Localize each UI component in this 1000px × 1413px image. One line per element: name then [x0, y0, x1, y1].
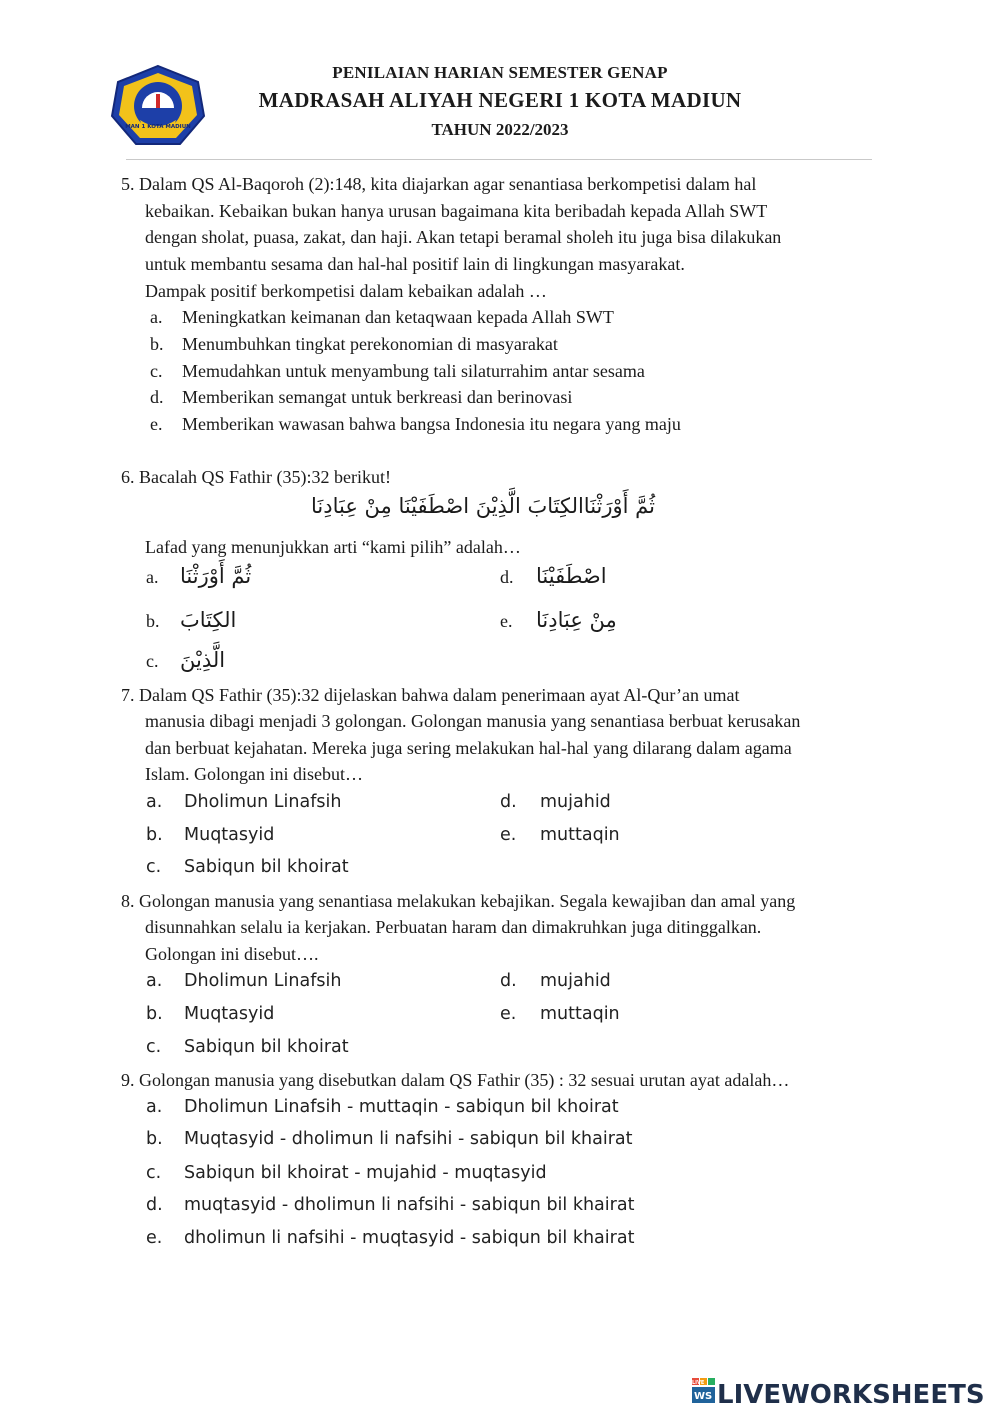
- option-label[interactable]: a.: [146, 567, 159, 587]
- option-text[interactable]: Sabiqun bil khoirat: [184, 1037, 349, 1057]
- question-text-line: Golongan manusia yang senantiasa melakukan kebajikan. Segala kewajiban dan amal yang: [139, 891, 796, 911]
- school-year: TAHUN 2022/2023: [431, 120, 569, 139]
- question-prompt: Golongan ini disebut….: [145, 944, 319, 964]
- question-7: [121, 682, 739, 709]
- option-label[interactable]: e.: [150, 414, 163, 434]
- option-label[interactable]: b.: [150, 334, 164, 354]
- question-number: 6.: [121, 467, 135, 487]
- option-text[interactable]: Memudahkan untuk menyambung tali silaturrahim antar sesama: [182, 361, 645, 381]
- question-6: [121, 464, 391, 491]
- question-prompt: Lafad yang menunjukkan arti “kami pilih” adalah…: [145, 537, 521, 557]
- header-divider: [126, 159, 872, 160]
- question-text-line: untuk membantu sesama dan hal-hal positif lain di lingkungan masyarakat.: [145, 254, 685, 274]
- option-text[interactable]: Menumbuhkan tingkat perekonomian di masyarakat: [182, 334, 558, 354]
- question-8: [121, 888, 795, 915]
- question-prompt: Dampak positif berkompetisi dalam kebaikan adalah …: [145, 281, 547, 301]
- question-text-line: Bacalah QS Fathir (35):32 berikut!: [139, 467, 391, 487]
- option-text[interactable]: اصْطَفَيْنَا: [536, 564, 607, 588]
- option-label[interactable]: c.: [150, 361, 163, 381]
- option-label[interactable]: c.: [146, 1163, 162, 1183]
- option-text[interactable]: Memberikan wawasan bahwa bangsa Indonesia itu negara yang maju: [182, 414, 681, 434]
- option-label[interactable]: d.: [500, 567, 514, 587]
- option-text[interactable]: Sabiqun bil khoirat: [184, 857, 349, 877]
- option-label[interactable]: c.: [146, 1037, 162, 1057]
- option-text[interactable]: مِنْ عِبَادِنَا: [536, 608, 617, 632]
- option-text[interactable]: Dholimun Linafsih: [184, 792, 342, 812]
- option-text[interactable]: mujahid: [540, 971, 611, 991]
- question-text-line: Dalam QS Fathir (35):32 dijelaskan bahwa dalam penerimaan ayat Al-Qur’an umat: [139, 685, 740, 705]
- option-label[interactable]: b.: [146, 825, 163, 845]
- question-text-line: Dalam QS Al-Baqoroh (2):148, kita diajarkan agar senantiasa berkompetisi dalam hal: [139, 174, 757, 194]
- option-text[interactable]: Muqtasyid - dholimun li nafsihi - sabiqun bil khairat: [184, 1129, 633, 1149]
- question-number: 9.: [121, 1070, 135, 1090]
- badge-bottom-text: WS: [694, 1391, 713, 1402]
- option-label[interactable]: a.: [146, 971, 163, 991]
- option-label[interactable]: d.: [500, 971, 517, 991]
- option-label[interactable]: d.: [146, 1195, 163, 1215]
- option-label[interactable]: a.: [150, 307, 163, 327]
- question-number: 7.: [121, 685, 135, 705]
- badge-top-text: LIVE: [692, 1380, 705, 1386]
- question-text-line: dan berbuat kejahatan. Mereka juga sering melakukan hal-hal yang dilarang dalam agama: [145, 738, 792, 758]
- option-label[interactable]: c.: [146, 651, 159, 671]
- option-label[interactable]: a.: [146, 1097, 163, 1117]
- option-text[interactable]: muttaqin: [540, 1004, 620, 1024]
- question-5: [121, 171, 756, 198]
- liveworksheets-logo: [692, 1375, 992, 1409]
- option-label[interactable]: e.: [500, 825, 517, 845]
- option-label[interactable]: d.: [500, 792, 517, 812]
- school-name: MADRASAH ALIYAH NEGERI 1 KOTA MADIUN: [258, 88, 742, 112]
- option-text[interactable]: Dholimun Linafsih - muttaqin - sabiqun bil khoirat: [184, 1097, 619, 1117]
- option-label[interactable]: a.: [146, 792, 163, 812]
- exam-title: PENILAIAN HARIAN SEMESTER GENAP: [332, 63, 668, 82]
- option-label[interactable]: b.: [146, 1129, 163, 1149]
- option-label[interactable]: d.: [150, 387, 164, 407]
- logo-ring-text: MAN 1 KOTA MADIUN: [125, 124, 191, 130]
- quran-verse: ثُمَّ أَوْرَثْنَاالكِتَابَ الَّذِيْنَ اصْطَفَيْنَا مِنْ عِبَادِنَا: [311, 494, 655, 518]
- logo-square: [708, 1378, 715, 1385]
- question-number: 8.: [121, 891, 135, 911]
- question-text-line: manusia dibagi menjadi 3 golongan. Golongan manusia yang senantiasa berbuat kerusakan: [145, 711, 801, 731]
- option-text[interactable]: Sabiqun bil khoirat - mujahid - muqtasyid: [184, 1163, 547, 1183]
- option-label[interactable]: e.: [500, 611, 513, 631]
- question-text-line: dengan sholat, puasa, zakat, dan haji. Akan tetapi beramal sholeh itu juga bisa dilakukan: [145, 227, 782, 247]
- question-prompt: Islam. Golongan ini disebut…: [145, 764, 363, 784]
- option-text[interactable]: Muqtasyid: [184, 1004, 275, 1024]
- option-text[interactable]: Meningkatkan keimanan dan ketaqwaan kepada Allah SWT: [182, 307, 614, 327]
- option-text[interactable]: ثُمَّ أَوْرَثْنَا: [180, 564, 252, 588]
- option-text[interactable]: الَّذِيْنَ: [180, 648, 226, 672]
- school-logo: [110, 64, 206, 148]
- option-label[interactable]: e.: [146, 1228, 163, 1248]
- option-text[interactable]: الكِتَابَ: [180, 608, 237, 632]
- option-text[interactable]: Muqtasyid: [184, 825, 275, 845]
- option-label[interactable]: c.: [146, 857, 162, 877]
- question-text-line: Golongan manusia yang disebutkan dalam QS Fathir (35) : 32 sesuai urutan ayat adalah…: [139, 1070, 790, 1090]
- question-9: [121, 1067, 789, 1094]
- option-label[interactable]: b.: [146, 1004, 163, 1024]
- option-text[interactable]: Dholimun Linafsih: [184, 971, 342, 991]
- question-number: 5.: [121, 174, 135, 194]
- option-text[interactable]: muttaqin: [540, 825, 620, 845]
- option-text[interactable]: Memberikan semangat untuk berkreasi dan berinovasi: [182, 387, 573, 407]
- option-text[interactable]: mujahid: [540, 792, 611, 812]
- question-text-line: kebaikan. Kebaikan bukan hanya urusan bagaimana kita beribadah kepada Allah SWT: [145, 201, 768, 221]
- brand-text: LIVEWORKSHEETS: [717, 1380, 985, 1409]
- option-label[interactable]: b.: [146, 611, 160, 631]
- option-label[interactable]: e.: [500, 1004, 517, 1024]
- question-text-line: disunnahkan selalu ia kerjakan. Perbuatan haram dan dimakruhkan juga ditinggalkan.: [145, 917, 762, 937]
- option-text[interactable]: muqtasyid - dholimun li nafsihi - sabiqun bil khairat: [184, 1195, 635, 1215]
- option-text[interactable]: dholimun li nafsihi - muqtasyid - sabiqun bil khairat: [184, 1228, 635, 1248]
